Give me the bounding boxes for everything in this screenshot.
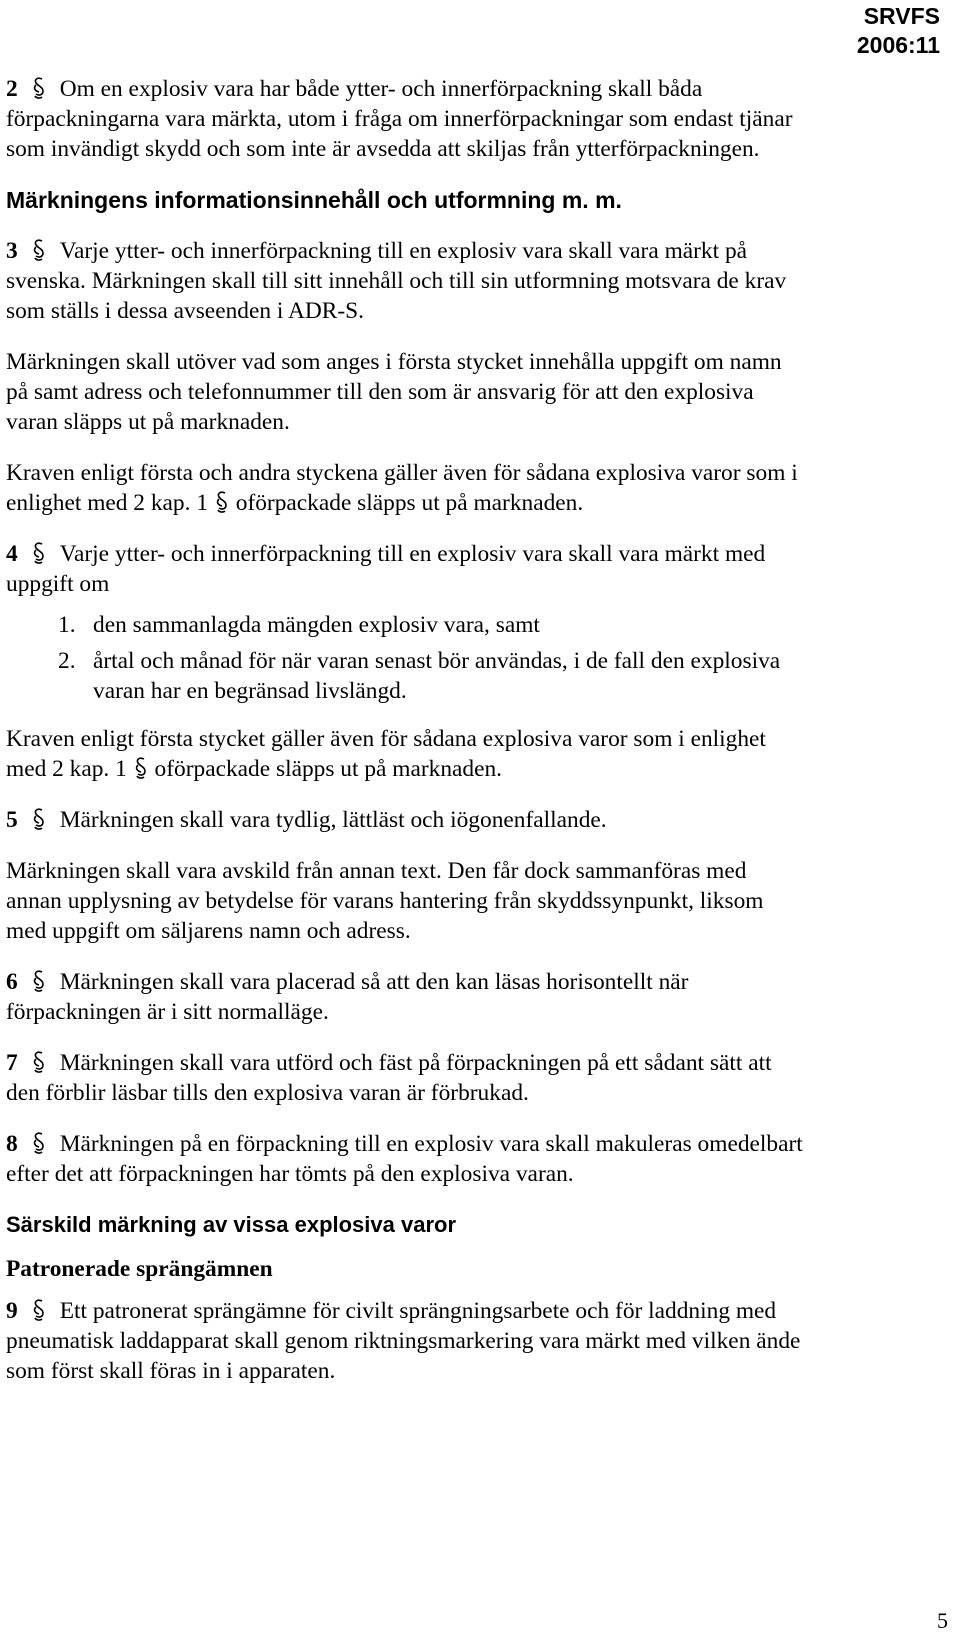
paragraph-number: 4 <box>6 541 18 567</box>
section-sign-icon <box>18 1048 60 1078</box>
requirement-list <box>6 610 806 706</box>
paragraph-3-second: Märkningen skall utöver vad som anges i första stycket innehålla uppgift om namn på samt adress och telefonnummer till den som är ansvarig för att den explosiva varan släpps ut på marknaden. <box>6 349 782 435</box>
paragraph-6 <box>6 967 806 1027</box>
list-item <box>6 610 806 640</box>
paragraph-text: oförpackade släpps ut på marknaden. <box>154 756 503 782</box>
section-sign-icon <box>214 490 230 516</box>
paragraph-text: Ett patronerat sprängämne för civilt sprängningsarbete och för laddning med pneumatisk laddapparat skall genom riktningsmarkering vara märkt med vilken ände som först skall föras in i apparaten. <box>6 1298 801 1384</box>
document-body <box>6 74 806 1407</box>
paragraph-3 <box>6 236 806 326</box>
section-sign-icon <box>18 1129 60 1159</box>
paragraph-text: Märkningen på en förpackning till en explosiv vara skall makuleras omedelbart efter det att förpackningen har tömts på den explosiva varan. <box>6 1131 803 1187</box>
paragraph-text: Om en explosiv vara har både ytter- och innerförpackning skall båda förpackningarna vara märkta, utom i fråga om innerförpackningar som endast tjänar som invändigt skydd och som inte är avsedda att skiljas från ytterförpackningen. <box>6 76 793 162</box>
section-sign-icon <box>18 236 60 266</box>
section-sign-icon <box>18 1296 60 1326</box>
paragraph-4 <box>6 539 806 599</box>
list-item <box>6 646 806 706</box>
paragraph-8 <box>6 1129 806 1189</box>
section-heading: Märkningens informationsinnehåll och utformning m. m. <box>6 187 622 213</box>
document-reference <box>857 2 940 60</box>
section-sign-icon <box>18 539 60 569</box>
paragraph-number: 3 <box>6 238 18 264</box>
paragraph-text: Märkningen skall vara placerad så att den kan läsas horisontellt när förpackningen är i sitt normalläge. <box>6 969 689 1025</box>
page-number: 5 <box>937 1608 948 1633</box>
paragraph-number: 2 <box>6 76 18 102</box>
list-item-number: 2. <box>58 648 76 674</box>
paragraph-text: Märkningen skall vara utförd och fäst på förpackningen på ett sådant sätt att den förblir läsbar tills den explosiva varan är förbrukad. <box>6 1050 772 1106</box>
issue-number: 2006:11 <box>856 32 940 58</box>
paragraph-7 <box>6 1048 806 1108</box>
list-item-text: årtal och månad för när varan senast bör användas, i de fall den explosiva varan har en begränsad livslängd. <box>93 648 781 704</box>
paragraph-number: 5 <box>6 807 18 833</box>
paragraph-text: Märkningen skall vara tydlig, lättläst och iögonenfallande. <box>59 807 607 833</box>
section-sign-icon <box>18 805 60 835</box>
paragraph-text: Varje ytter- och innerförpackning till en explosiv vara skall vara märkt på svenska. Märkningen skall till sitt innehåll och till sin utformning motsvara de krav som ställs i dessa avseenden i ADR-S. <box>6 238 787 324</box>
list-item-number: 1. <box>58 612 76 638</box>
section-sign-icon <box>18 74 60 104</box>
paragraph-number: 9 <box>6 1298 18 1324</box>
paragraph-number: 7 <box>6 1050 18 1076</box>
paragraph-5-second: Märkningen skall vara avskild från annan text. Den får dock sammanföras med annan upplysning av betydelse för varans hantering från skyddssynpunkt, liksom med uppgift om säljarens namn och adress. <box>6 858 764 944</box>
paragraph-text: Kraven enligt första och andra styckena gäller även för sådana explosiva varor som i enlighet med 2 kap. 1 <box>6 460 798 516</box>
section-heading: Särskild märkning av vissa explosiva varor <box>6 1212 457 1237</box>
section-sign-icon <box>133 756 149 782</box>
paragraph-text: Varje ytter- och innerförpackning till en explosiv vara skall vara märkt med uppgift om <box>6 541 766 597</box>
paragraph-number: 6 <box>6 969 18 995</box>
list-item-text: den sammanlagda mängden explosiv vara, samt <box>93 612 540 638</box>
paragraph-2 <box>6 74 806 164</box>
paragraph-text: Kraven enligt första stycket gäller även för sådana explosiva varor som i enlighet med 2 kap. 1 <box>6 726 766 782</box>
paragraph-text: oförpackade släpps ut på marknaden. <box>235 490 584 516</box>
section-sign-icon <box>18 967 60 997</box>
paragraph-3-third <box>6 458 806 518</box>
subsection-heading: Patronerade sprängämnen <box>6 1256 273 1282</box>
series-label: SRVFS <box>863 3 940 29</box>
paragraph-9 <box>6 1296 806 1386</box>
paragraph-4-second <box>6 724 806 784</box>
paragraph-number: 8 <box>6 1131 18 1157</box>
paragraph-5 <box>6 805 806 835</box>
